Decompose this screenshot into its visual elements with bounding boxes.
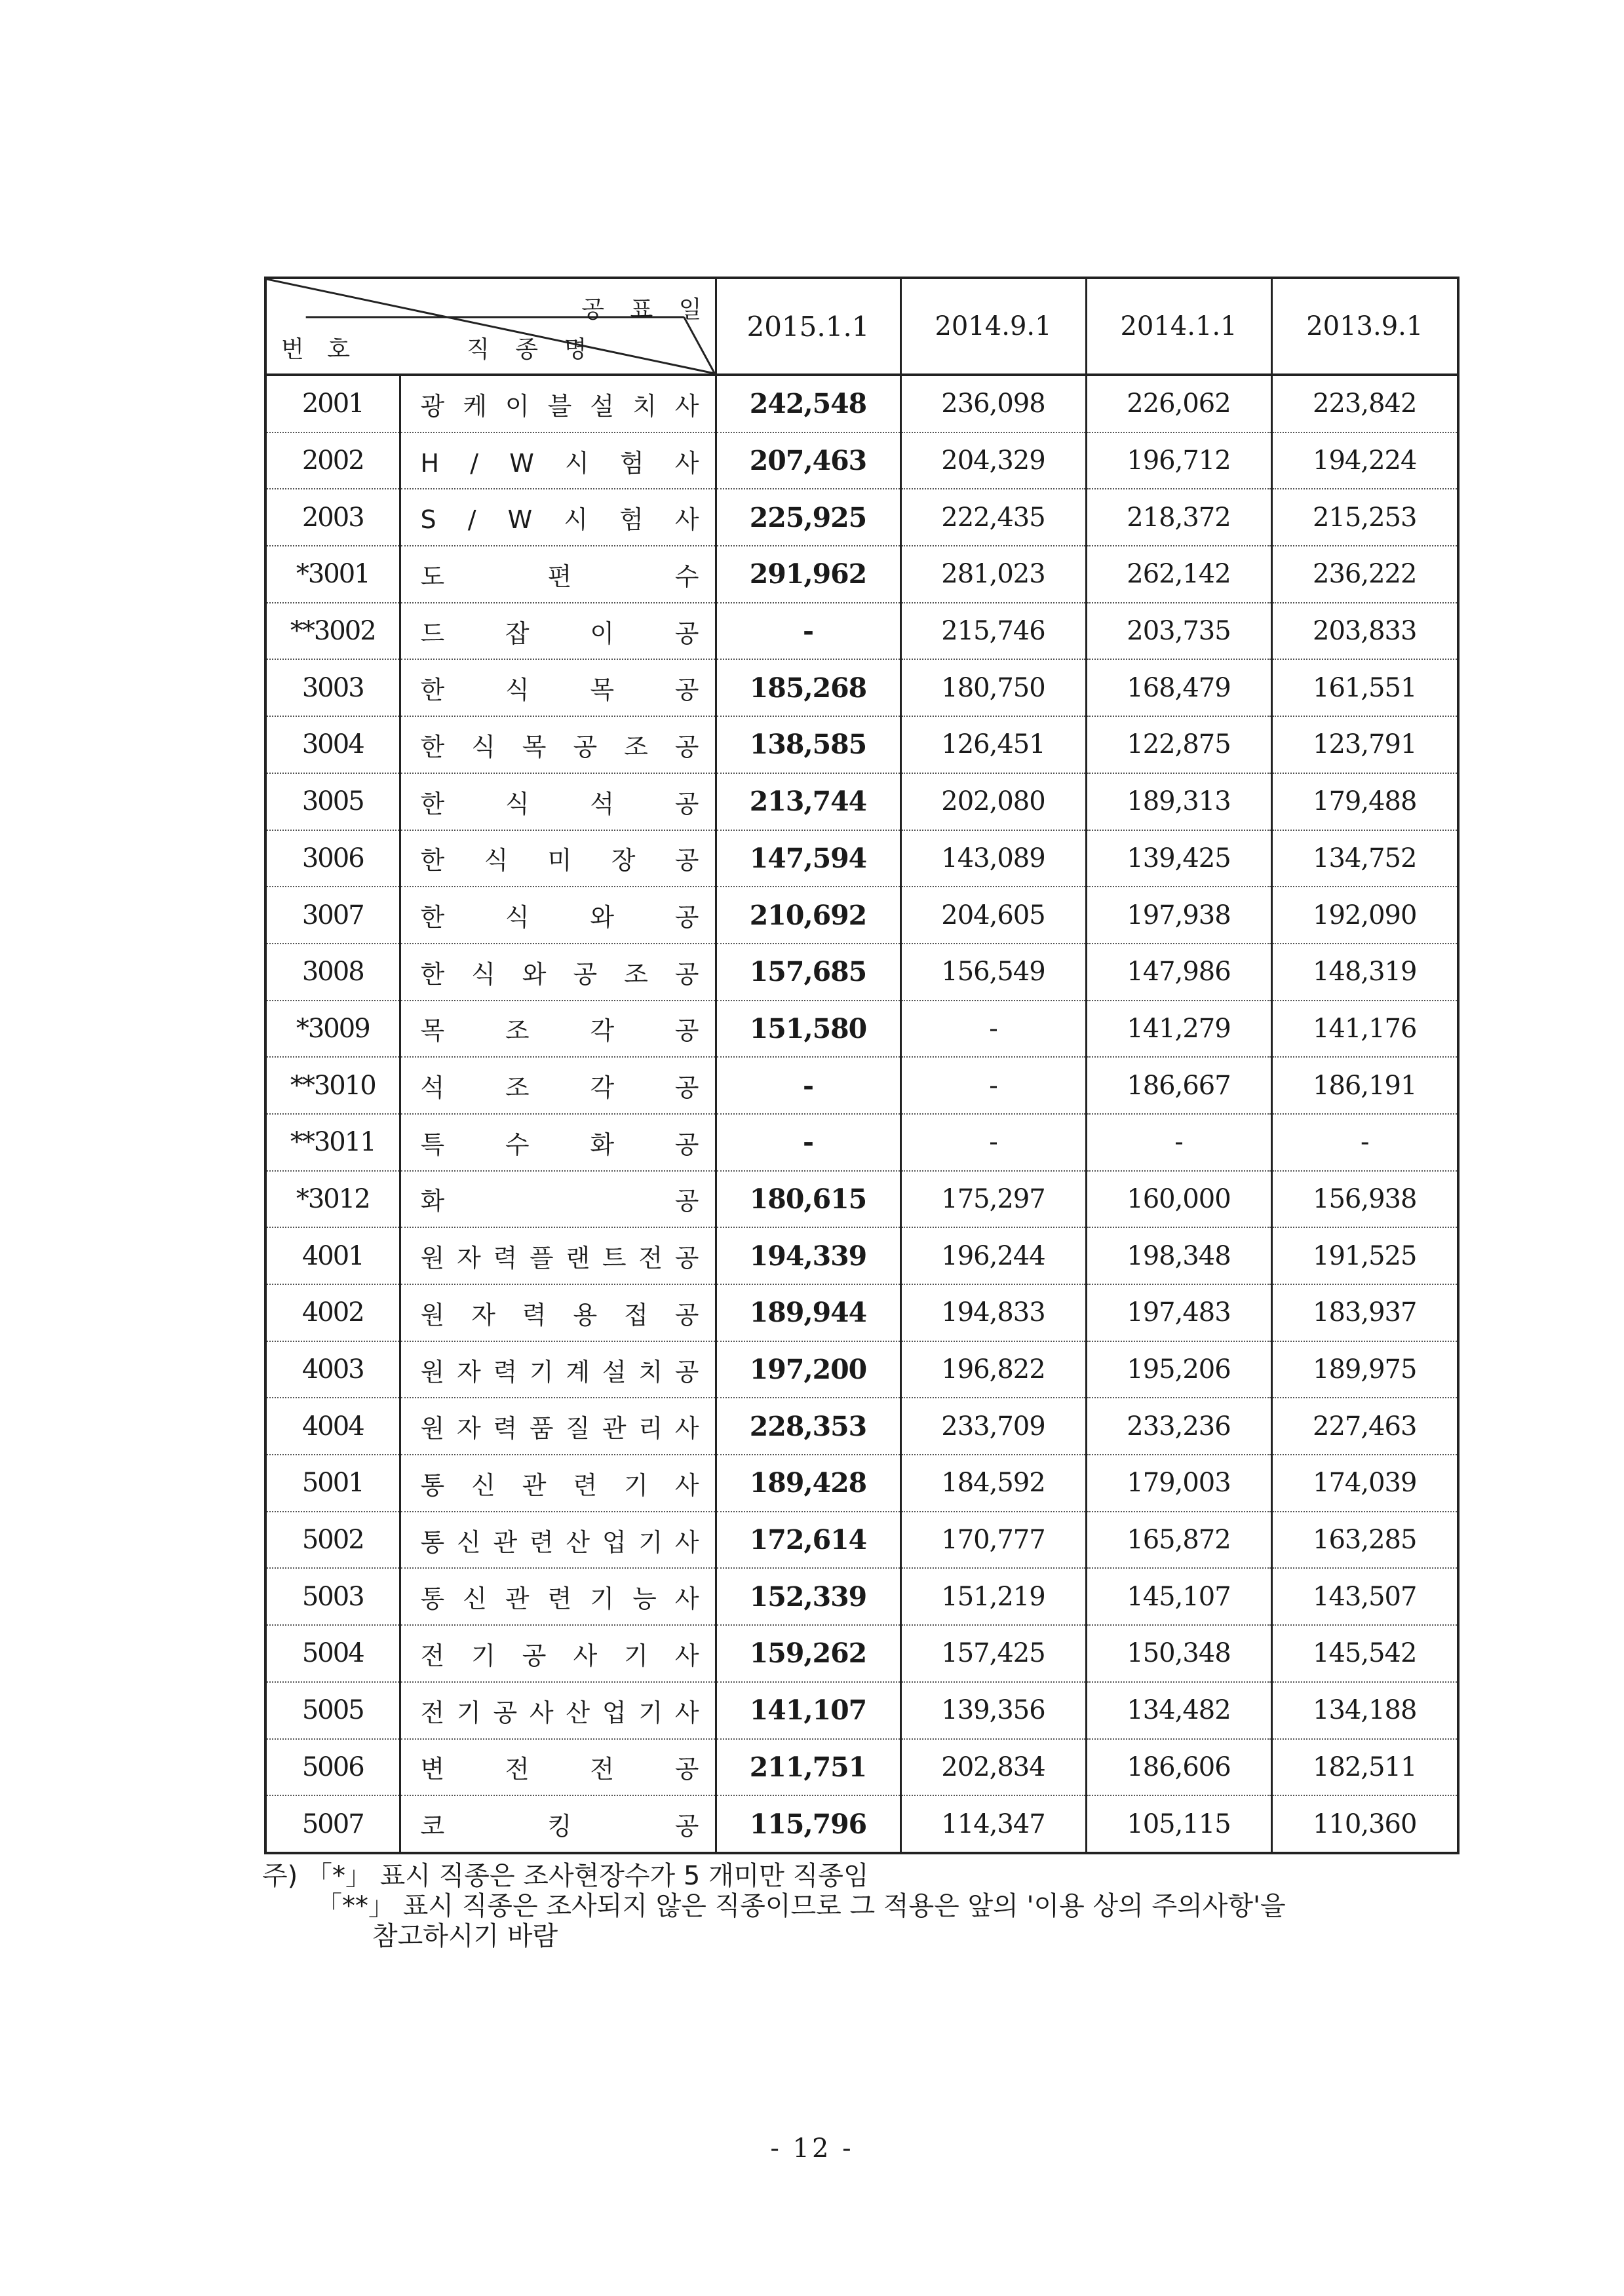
wage-cell-date-1: 141,107 — [716, 1682, 900, 1739]
table-row — [265, 887, 1458, 944]
table-body — [265, 375, 1458, 1853]
job-name-cell: 통 신 관 련 기 능 사 — [400, 1568, 716, 1625]
wage-cell-date-3: 147,986 — [1086, 944, 1271, 1001]
wage-cell-date-4: 183,937 — [1271, 1284, 1458, 1341]
table-row — [265, 375, 1458, 432]
job-name-cell: 전 기 공 사 산 업 기 사 — [400, 1682, 716, 1739]
table-row — [265, 432, 1458, 489]
table-row — [265, 546, 1458, 603]
job-number-cell: 2001 — [265, 375, 400, 432]
wage-cell-date-1: 213,744 — [716, 773, 900, 830]
wage-cell-date-2: 196,244 — [900, 1227, 1086, 1284]
table-row — [265, 1455, 1458, 1512]
job-number-cell: 5004 — [265, 1625, 400, 1682]
job-number-cell: 3006 — [265, 830, 400, 887]
wage-cell-date-1: - — [716, 603, 900, 660]
job-name-cell: 한 식 와 공 조 공 — [400, 944, 716, 1001]
job-name-cell: 원 자 력 용 접 공 — [400, 1284, 716, 1341]
wage-cell-date-2: 143,089 — [900, 830, 1086, 887]
wage-cell-date-3: 145,107 — [1086, 1568, 1271, 1625]
job-name-cell: 원 자 력 품 질 관 리 사 — [400, 1398, 716, 1455]
wage-cell-date-1: - — [716, 1057, 900, 1114]
table-row — [265, 1057, 1458, 1114]
table-row — [265, 1398, 1458, 1455]
wage-cell-date-3: 122,875 — [1086, 716, 1271, 773]
footnote-double-star: 「**」 표시 직종은 조사되지 않은 직종이므로 그 적용은 앞의 '이용 상의 주의사항'을 — [316, 1891, 1286, 1921]
job-number-cell: 3008 — [265, 944, 400, 1001]
wage-cell-date-2: 126,451 — [900, 716, 1086, 773]
wage-cell-date-1: 115,796 — [716, 1795, 900, 1853]
wage-cell-date-3: - — [1086, 1114, 1271, 1171]
wage-cell-date-4: 215,253 — [1271, 489, 1458, 546]
wage-cell-date-2: 196,822 — [900, 1341, 1086, 1398]
wage-cell-date-4: 174,039 — [1271, 1455, 1458, 1512]
header-job-name-label: 직 종 명 — [467, 336, 596, 363]
job-number-cell: *3009 — [265, 1001, 400, 1058]
wage-cell-date-3: 160,000 — [1086, 1171, 1271, 1228]
table-row — [265, 1284, 1458, 1341]
table-row — [265, 603, 1458, 660]
wage-cell-date-2: 180,750 — [900, 659, 1086, 716]
wage-cell-date-4: 194,224 — [1271, 432, 1458, 489]
wage-cell-date-2: 202,834 — [900, 1739, 1086, 1796]
wage-table — [264, 277, 1460, 1854]
wage-cell-date-1: 159,262 — [716, 1625, 900, 1682]
wage-cell-date-4: 186,191 — [1271, 1057, 1458, 1114]
wage-cell-date-1: 189,944 — [716, 1284, 900, 1341]
wage-cell-date-2: 184,592 — [900, 1455, 1086, 1512]
header-announce-date-label: 공 표 일 — [581, 296, 711, 323]
wage-cell-date-3: 179,003 — [1086, 1455, 1271, 1512]
job-number-cell: *3012 — [265, 1171, 400, 1228]
table-row — [265, 1682, 1458, 1739]
wage-cell-date-1: 228,353 — [716, 1398, 900, 1455]
job-number-cell: **3002 — [265, 603, 400, 660]
wage-cell-date-4: 161,551 — [1271, 659, 1458, 716]
wage-cell-date-2: 139,356 — [900, 1682, 1086, 1739]
wage-cell-date-1: 185,268 — [716, 659, 900, 716]
job-name-cell: 한 식 와 공 — [400, 887, 716, 944]
wage-cell-date-2: 233,709 — [900, 1398, 1086, 1455]
wage-cell-date-4: 156,938 — [1271, 1171, 1458, 1228]
wage-cell-date-2: 156,549 — [900, 944, 1086, 1001]
wage-cell-date-4: 227,463 — [1271, 1398, 1458, 1455]
wage-cell-date-3: 198,348 — [1086, 1227, 1271, 1284]
wage-cell-date-3: 189,313 — [1086, 773, 1271, 830]
job-name-cell: 특 수 화 공 — [400, 1114, 716, 1171]
wage-cell-date-1: 291,962 — [716, 546, 900, 603]
wage-cell-date-4: 179,488 — [1271, 773, 1458, 830]
header-date-1: 2015.1.1 — [716, 278, 900, 375]
wage-cell-date-3: 165,872 — [1086, 1512, 1271, 1569]
wage-cell-date-4: 189,975 — [1271, 1341, 1458, 1398]
job-name-cell: 도 편 수 — [400, 546, 716, 603]
header-date-2: 2014.9.1 — [900, 278, 1086, 375]
wage-cell-date-1: 197,200 — [716, 1341, 900, 1398]
wage-cell-date-3: 139,425 — [1086, 830, 1271, 887]
table-row — [265, 1341, 1458, 1398]
table-row — [265, 1227, 1458, 1284]
wage-cell-date-1: 207,463 — [716, 432, 900, 489]
wage-cell-date-4: 163,285 — [1271, 1512, 1458, 1569]
wage-cell-date-3: 105,115 — [1086, 1795, 1271, 1853]
wage-cell-date-2: - — [900, 1001, 1086, 1058]
job-name-cell: 원 자 력 기 계 설 치 공 — [400, 1341, 716, 1398]
header-date-4: 2013.9.1 — [1271, 278, 1458, 375]
wage-cell-date-3: 218,372 — [1086, 489, 1271, 546]
job-number-cell: **3010 — [265, 1057, 400, 1114]
table-row — [265, 659, 1458, 716]
job-name-cell: 한 식 목 공 — [400, 659, 716, 716]
wage-cell-date-3: 141,279 — [1086, 1001, 1271, 1058]
job-name-cell: 광 케 이 블 설 치 사 — [400, 375, 716, 432]
wage-cell-date-2: 170,777 — [900, 1512, 1086, 1569]
table-row — [265, 1795, 1458, 1853]
wage-cell-date-3: 203,735 — [1086, 603, 1271, 660]
wage-cell-date-4: 141,176 — [1271, 1001, 1458, 1058]
job-number-cell: 3007 — [265, 887, 400, 944]
wage-cell-date-1: 211,751 — [716, 1739, 900, 1796]
wage-cell-date-3: 195,206 — [1086, 1341, 1271, 1398]
job-name-cell: 통 신 관 련 기 사 — [400, 1455, 716, 1512]
job-number-cell: 2002 — [265, 432, 400, 489]
table-row — [265, 716, 1458, 773]
wage-cell-date-2: - — [900, 1114, 1086, 1171]
wage-cell-date-4: 223,842 — [1271, 375, 1458, 432]
job-name-cell: H / W 시 험 사 — [400, 432, 716, 489]
wage-cell-date-2: - — [900, 1057, 1086, 1114]
table-row — [265, 773, 1458, 830]
job-number-cell: 2003 — [265, 489, 400, 546]
job-number-cell: **3011 — [265, 1114, 400, 1171]
table-row — [265, 1001, 1458, 1058]
wage-cell-date-1: 242,548 — [716, 375, 900, 432]
wage-cell-date-2: 151,219 — [900, 1568, 1086, 1625]
wage-cell-date-1: 147,594 — [716, 830, 900, 887]
wage-cell-date-4: 148,319 — [1271, 944, 1458, 1001]
wage-cell-date-1: 194,339 — [716, 1227, 900, 1284]
job-name-cell: 목 조 각 공 — [400, 1001, 716, 1058]
table-row — [265, 1512, 1458, 1569]
table-header-row — [265, 278, 1458, 375]
wage-cell-date-1: 152,339 — [716, 1568, 900, 1625]
wage-cell-date-4: 123,791 — [1271, 716, 1458, 773]
wage-cell-date-3: 186,667 — [1086, 1057, 1271, 1114]
table-row — [265, 830, 1458, 887]
table-row — [265, 489, 1458, 546]
job-number-cell: 5003 — [265, 1568, 400, 1625]
wage-cell-date-3: 150,348 — [1086, 1625, 1271, 1682]
wage-cell-date-2: 194,833 — [900, 1284, 1086, 1341]
job-name-cell: 화 공 — [400, 1171, 716, 1228]
job-name-cell: 한 식 목 공 조 공 — [400, 716, 716, 773]
job-number-cell: 5007 — [265, 1795, 400, 1853]
job-number-cell: 3005 — [265, 773, 400, 830]
wage-cell-date-1: 151,580 — [716, 1001, 900, 1058]
wage-cell-date-2: 204,329 — [900, 432, 1086, 489]
table-row — [265, 1568, 1458, 1625]
wage-cell-date-3: 168,479 — [1086, 659, 1271, 716]
wage-cell-date-4: 236,222 — [1271, 546, 1458, 603]
wage-cell-date-4: 191,525 — [1271, 1227, 1458, 1284]
wage-cell-date-4: 145,542 — [1271, 1625, 1458, 1682]
table-row — [265, 1625, 1458, 1682]
job-number-cell: 3003 — [265, 659, 400, 716]
job-name-cell: 석 조 각 공 — [400, 1057, 716, 1114]
footnote-single-star: 주) 「*」 표시 직종은 조사현장수가 5 개미만 직종임 — [262, 1861, 869, 1891]
wage-cell-date-3: 197,938 — [1086, 887, 1271, 944]
wage-cell-date-3: 186,606 — [1086, 1739, 1271, 1796]
job-name-cell: 변 전 전 공 — [400, 1739, 716, 1796]
wage-cell-date-4: - — [1271, 1114, 1458, 1171]
job-number-cell: 5002 — [265, 1512, 400, 1569]
header-corner-cell — [265, 278, 716, 375]
wage-cell-date-2: 215,746 — [900, 603, 1086, 660]
wage-cell-date-1: 210,692 — [716, 887, 900, 944]
wage-cell-date-1: 225,925 — [716, 489, 900, 546]
job-number-cell: 3004 — [265, 716, 400, 773]
wage-cell-date-2: 175,297 — [900, 1171, 1086, 1228]
wage-cell-date-4: 182,511 — [1271, 1739, 1458, 1796]
wage-cell-date-2: 114,347 — [900, 1795, 1086, 1853]
wage-cell-date-3: 134,482 — [1086, 1682, 1271, 1739]
page-number: - 12 - — [770, 2133, 854, 2164]
job-name-cell: 한 식 석 공 — [400, 773, 716, 830]
job-number-cell: 4002 — [265, 1284, 400, 1341]
job-name-cell: S / W 시 험 사 — [400, 489, 716, 546]
job-name-cell: 원 자 력 플 랜 트 전 공 — [400, 1227, 716, 1284]
job-number-cell: 4004 — [265, 1398, 400, 1455]
wage-cell-date-3: 262,142 — [1086, 546, 1271, 603]
wage-cell-date-3: 196,712 — [1086, 432, 1271, 489]
job-number-cell: *3001 — [265, 546, 400, 603]
wage-cell-date-1: 172,614 — [716, 1512, 900, 1569]
job-number-cell: 5005 — [265, 1682, 400, 1739]
table-row — [265, 944, 1458, 1001]
wage-cell-date-1: 180,615 — [716, 1171, 900, 1228]
job-number-cell: 5001 — [265, 1455, 400, 1512]
footnote-double-star-continued: 참고하시기 바람 — [372, 1921, 558, 1951]
job-name-cell: 한 식 미 장 공 — [400, 830, 716, 887]
wage-cell-date-2: 202,080 — [900, 773, 1086, 830]
job-number-cell: 4003 — [265, 1341, 400, 1398]
wage-cell-date-1: - — [716, 1114, 900, 1171]
wage-cell-date-3: 197,483 — [1086, 1284, 1271, 1341]
wage-cell-date-1: 138,585 — [716, 716, 900, 773]
wage-cell-date-4: 134,752 — [1271, 830, 1458, 887]
wage-cell-date-3: 226,062 — [1086, 375, 1271, 432]
wage-cell-date-2: 222,435 — [900, 489, 1086, 546]
wage-cell-date-4: 110,360 — [1271, 1795, 1458, 1853]
header-date-3: 2014.1.1 — [1086, 278, 1271, 375]
wage-cell-date-2: 157,425 — [900, 1625, 1086, 1682]
table-row — [265, 1739, 1458, 1796]
wage-cell-date-2: 281,023 — [900, 546, 1086, 603]
wage-cell-date-4: 143,507 — [1271, 1568, 1458, 1625]
wage-cell-date-2: 204,605 — [900, 887, 1086, 944]
footnotes — [262, 1861, 1481, 1951]
table-row — [265, 1171, 1458, 1228]
job-name-cell: 전 기 공 사 기 사 — [400, 1625, 716, 1682]
header-number-label: 번 호 — [281, 336, 358, 363]
table-row — [265, 1114, 1458, 1171]
wage-cell-date-4: 192,090 — [1271, 887, 1458, 944]
wage-cell-date-1: 157,685 — [716, 944, 900, 1001]
wage-cell-date-4: 203,833 — [1271, 603, 1458, 660]
wage-cell-date-3: 233,236 — [1086, 1398, 1271, 1455]
wage-cell-date-1: 189,428 — [716, 1455, 900, 1512]
wage-cell-date-2: 236,098 — [900, 375, 1086, 432]
job-number-cell: 4001 — [265, 1227, 400, 1284]
wage-cell-date-4: 134,188 — [1271, 1682, 1458, 1739]
job-name-cell: 코 킹 공 — [400, 1795, 716, 1853]
job-number-cell: 5006 — [265, 1739, 400, 1796]
job-name-cell: 통 신 관 련 산 업 기 사 — [400, 1512, 716, 1569]
job-name-cell: 드 잡 이 공 — [400, 603, 716, 660]
